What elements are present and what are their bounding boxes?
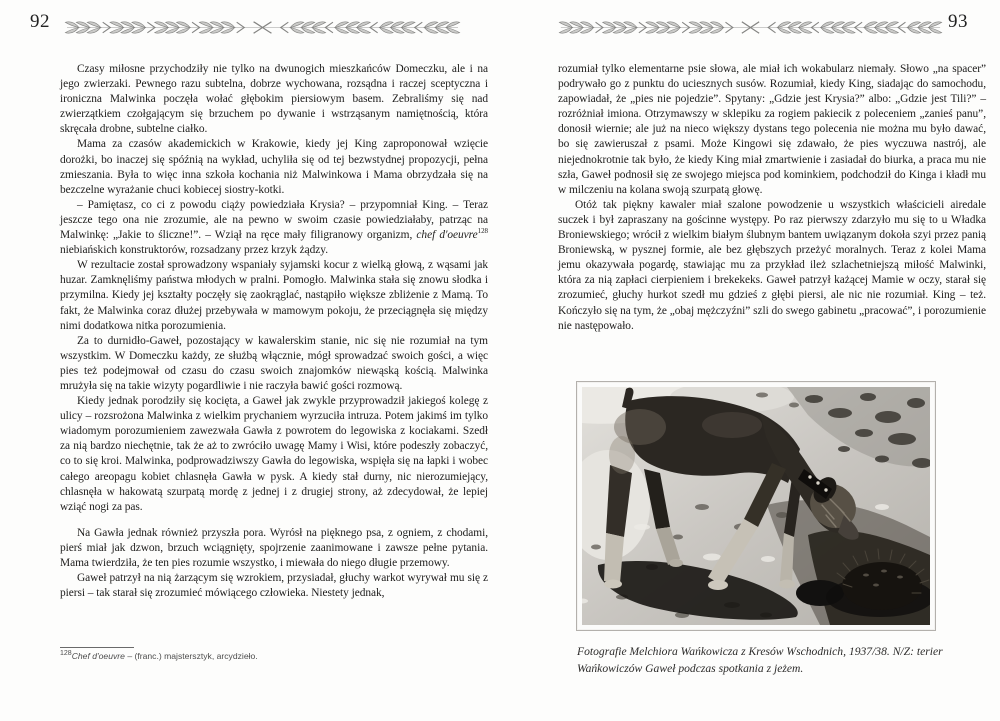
paragraph: Czasy miłosne przychodziły nie tylko na dwunogich mieszkańców Domeczku, ale i na jego zwierzaki. Pewnego razu subtelna, dobrze wychowana, rozsądna i raczej sceptyczna i ironiczna Malwinka poczęła wołać głębokim piersiowym basem. Zebraliśmy się nad zwierzątkiem czołgającym się brzuchem po dywanie i wstrząsanym namiętnością, która skręcała drobne, subtelne ciałko.: [60, 63, 488, 136]
footnote-definition: – (franc.) majstersztyk, arcydzieło.: [124, 651, 258, 661]
paragraph: Za to durnidło-Gaweł, pozostający w kawalerskim stanie, nic się nie rozumiał na tym wszystkim. W Domeczku każdy, ze służbą włącznie, mógł sprowadzać swoich gości, a więc pies też podejmował od czasu do czasu swoich znajomków niewąską kością. Malwinka mrużyła się na takie wizyty pogardliwie i nie raczyła bawić gości rozmową.: [60, 334, 488, 392]
caption-line: Wańkowiczów Gaweł podczas spotkania z jeżem.: [577, 661, 804, 675]
paragraph: rozumiał tylko elementarne psie słowa, ale miał ich wokabularz niemały. Słowo „na spacer” podrywało go z punktu do uciesznych susów. Rozumiał, kiedy King, siadając do samochodu, zapowiadał, że „pies nie pojedzie”. Spytany: „Gdzie jest Krysia?” albo: „Gdzie jest Tili?” – rozróżniał imiona. Otrzymawszy w sklepiku za rogiem pakiecik z poleceniem „zanieś panu”, donosił wiernie; ale już na nieco większy dystans tego polecenia nie można mu było dawać, bo się zawieruszał z psami. Może Kingowi się zdawało, że pies wyczuwa nastrój, ale niejednokrotnie tak było, że kiedy King miał zmartwienie i zasiadał do biurka, a praca mu nie szła, Gaweł podnosił się ze swojego miejsca pod kominkiem, podchodził do Kinga i kładł mu w milczeniu na kolana swoją szurpatą głowę.: [558, 63, 986, 196]
garland-ornament-icon: [64, 19, 461, 36]
footnote: [60, 647, 480, 662]
caption-line: Fotografie Melchiora Wańkowicza z Kresów Wschodnich, 1937/38. N/Z: terier: [577, 645, 943, 658]
paragraph: Kiedy jednak porodziły się kocięta, a Gaweł jak zwykle przyprowadził jakiegoś kolegę z ulicy – rozsrożona Malwinka z wielkim prychaniem wyrzuciła intruza. Potem jakimś im tylko wiadomym porozumieniem zawezwała Gawła z powrotem do legowiska z kociakami. Szedł za nią bardzo niechętnie, tak że aż to zwróciło uwagę Mamy i Wisi, które podeszły zobaczyć, co to się kroi. Malwinka, podprowadziwszy Gawła do legowiska, wspięła się na łapki i wobec całego areopagu kobiet chlasnęła Gawła w pysk. A kiedy stał durny, nic nierozumiejący, chlasnęła w hakowatą szurpatą mordę z jednej i z drugiej strony, aż zdecydował, że lepiej wziąć nogi za pas.: [60, 395, 488, 513]
paragraph: – Pamiętasz, co ci z powodu ciąży powiedziała Krysia? – przypomniał King. – Teraz jeszcze tego ona nie zrozumie, ale na pewno w swoim czasie powiedziałaby, patrząc na Malwinkę: „Jakie to śliczne!”. – Wziął na ręce mały filigranowy organizm, chef d'oeuvre$^{128}$ niebiańskich konstruktorów, rozsadzany przez krzyk żądzy.: [60, 198, 488, 257]
footnote-rule: [60, 647, 134, 648]
page-number-right: 93: [948, 11, 968, 32]
paragraph: Gaweł patrzył na nią żarzącym się wzrokiem, przysiadał, głuchy warkot wyrywał mu się z piersi – tak starał się zrozumieć mówiącego człowieka. Niestety jednak,: [60, 572, 488, 600]
paragraph: Na Gawła jednak również przyszła pora. Wyrósł na pięknego psa, z ogniem, z chodami, pierś miał jak dzwon, brzuch wciągnięty, spojrzenie zaanimowane i zawsze pełne pytania. Mama twierdziła, że ten pies rozumie wszystko, i miewała do niego długie przemowy.: [60, 526, 488, 569]
paragraph: Mama za czasów akademickich w Krakowie, kiedy jej King zaproponował wzięcie dorożki, bo inaczej się spóźnią na wykład, uchyliła się od tej bezwstydnej propozycji, pełna zmieszania. Była to więc inna szkoła kochania niż Malwinkowa i Mama obrzydzała się na bezczelne wyrażanie chuci kobiecej siostry-kotki.: [60, 138, 488, 196]
footnote-term: Chef d'oeuvre: [71, 651, 125, 661]
page-number-left: 92: [30, 11, 50, 32]
dog-photo: [582, 387, 930, 625]
garland-ornament-icon: [558, 19, 943, 36]
paragraph: W rezultacie został sprowadzony wspaniały syjamski kocur z wielką głową, z wąsami jak huzar. Zamknęliśmy państwa młodych w pralni. Pomogło. Malwinka stała się znowu słodka i przymilna. Kiedy jej kształty poczęły się zaokrąglać, nastąpiło większe zbliżenie z Mamą. To fakt, że Malwinka coraz dłużej przebywała w mamowym pokoju, że przeciągnęła się między nimi dodatkowa nitka porozumienia.: [60, 259, 488, 332]
footnote-reference: 128: [477, 227, 488, 236]
paragraph: Otóż tak piękny kawaler miał szalone powodzenie u wszystkich właścicieli airedale suczek i był zapraszany na gościnne występy. Po raz pierwszy zdarzyło mu się to u Władka Broniewskiego; wrócił z wielkim białym ślubnym bantem uwiązanym dokoła szyi przez panią Broniewską, w pysznej formie, ale bez głębszych przeżyć moralnych. Teraz z kolei Mama jemu okazywała pogardę, stawiając mu za przykład ileż szlachetniejszą miłość Malwinki, która za nią zapłaci cierpieniem i brekekeks. Gaweł patrzył każącej Mamie w oczy, starał się zrozumieć, głuchy hurkot szedł mu gdzieś z głębi piersi, ale nic nie rozumiał. King – też. Kończyło się na tym, że „obaj mężczyźni” szli do swego gabinetu „pracować”, i porozumienie nie następowało.: [558, 198, 986, 332]
photo-figure: [576, 381, 936, 631]
photo-frame: [576, 381, 936, 631]
photo-caption: [577, 644, 987, 677]
footnote-marker: 128: [60, 650, 72, 658]
right-page-text: [558, 62, 986, 334]
left-page-text: [60, 62, 488, 601]
